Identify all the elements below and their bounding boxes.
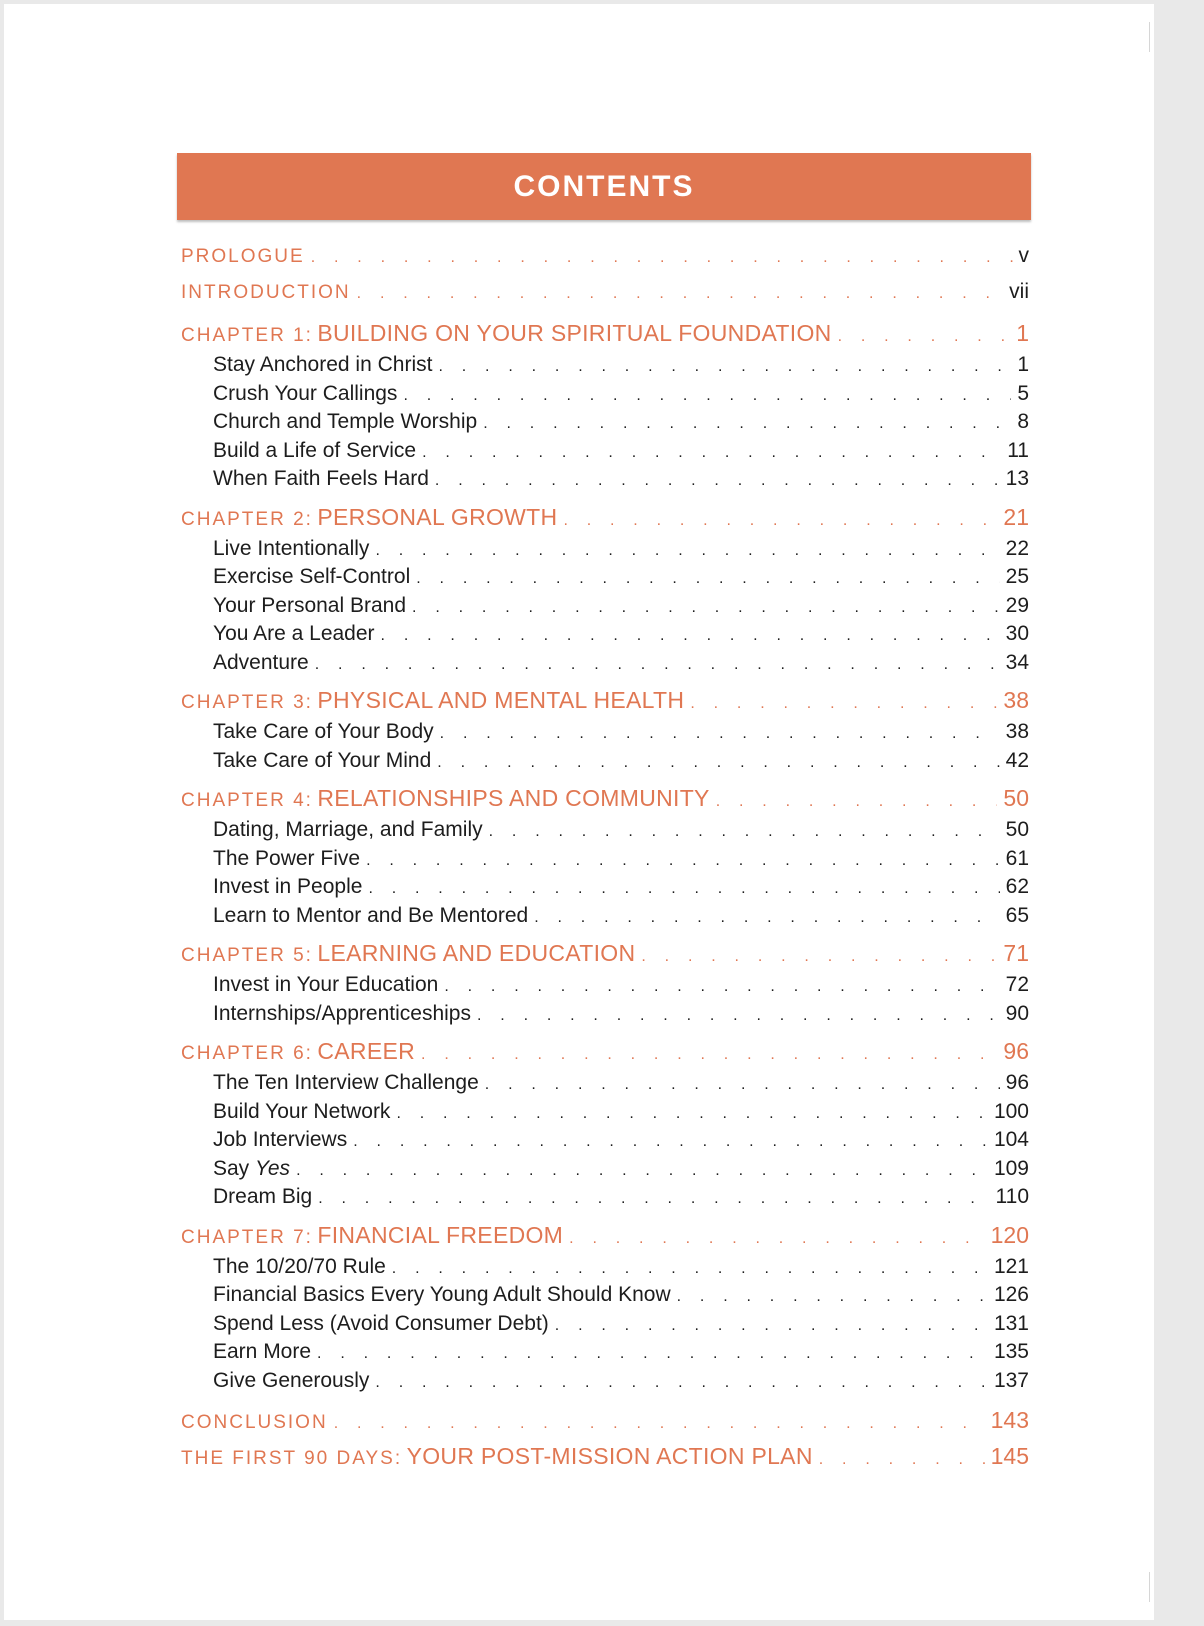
dot-leader [677, 1288, 988, 1306]
dot-leader [311, 249, 1013, 267]
chapter-heading[interactable] [181, 1222, 1029, 1255]
chapter-prefix: CHAPTER 3: [181, 692, 313, 713]
section-entry[interactable] [181, 1340, 1029, 1369]
chapter-title: CAREER [317, 1038, 416, 1064]
dot-leader [534, 909, 999, 927]
dot-leader [485, 1076, 1000, 1094]
entry-label: PROLOGUE [181, 246, 305, 267]
section-entry[interactable] [181, 565, 1029, 594]
chapter-heading[interactable] [181, 785, 1029, 818]
chapter-prefix: CHAPTER 7: [181, 1226, 313, 1248]
page-number: 137 [993, 1368, 1029, 1392]
section-entry[interactable] [181, 1185, 1029, 1214]
dot-leader [440, 725, 1000, 743]
section-title: Dream Big [213, 1185, 313, 1208]
dot-leader [421, 1046, 997, 1064]
section-title: Invest in Your Education [213, 973, 439, 996]
page-number: 109 [993, 1156, 1029, 1180]
section-title: The Ten Interview Challenge [213, 1071, 479, 1094]
page-number: 11 [1007, 438, 1029, 462]
toc-entry-first-90-days[interactable] [181, 1443, 1029, 1476]
page-number: 121 [993, 1254, 1029, 1278]
section-entry[interactable] [181, 973, 1029, 1002]
section-title: Spend Less (Avoid Consumer Debt) [213, 1311, 549, 1335]
chapter-heading[interactable] [181, 687, 1029, 720]
section-title: Crush Your Callings [213, 381, 398, 405]
page-number: 50 [1005, 818, 1029, 841]
section-title: Earn More [213, 1340, 312, 1363]
page-number: 72 [1005, 973, 1029, 996]
section-title: The Power Five [213, 846, 361, 870]
dot-leader [416, 570, 999, 588]
section-entry[interactable] [181, 1100, 1029, 1129]
book-page [4, 4, 1154, 1620]
page-number: 22 [1005, 536, 1029, 560]
dot-leader [437, 754, 999, 772]
dot-leader [641, 948, 997, 966]
section-entry[interactable] [181, 410, 1029, 439]
page-number: 38 [1003, 687, 1029, 713]
page-number: 96 [1005, 1071, 1029, 1094]
page-number: 96 [1003, 1038, 1029, 1064]
page-number: 100 [993, 1099, 1029, 1123]
section-title: Take Care of Your Body [213, 720, 434, 743]
chapter-title: PERSONAL GROWTH [317, 503, 558, 530]
dot-leader [444, 978, 999, 996]
section-entry[interactable] [181, 467, 1029, 496]
section-entry[interactable] [181, 651, 1029, 680]
dot-leader [422, 444, 1001, 462]
chapter-title: PHYSICAL AND MENTAL HEALTH [317, 687, 685, 713]
section-title: Learn to Mentor and Be Mentored [213, 903, 529, 927]
section-entry[interactable] [181, 353, 1029, 382]
section-entry[interactable] [181, 1002, 1029, 1031]
entry-prefix: THE FIRST 90 DAYS: [181, 1448, 403, 1469]
chapter-heading[interactable] [181, 1038, 1029, 1071]
page-number: 38 [1005, 720, 1029, 743]
section-entry[interactable] [181, 594, 1029, 623]
dot-leader [396, 1105, 988, 1123]
page-number: 110 [995, 1185, 1029, 1208]
dot-leader [819, 1451, 985, 1469]
section-title: Exercise Self-Control [213, 565, 411, 588]
table-of-contents [181, 244, 1029, 1476]
section-entry[interactable] [181, 1071, 1029, 1100]
chapter-title: RELATIONSHIPS AND COMMUNITY [317, 785, 710, 811]
dot-leader [555, 1317, 988, 1335]
section-entry[interactable] [181, 875, 1029, 904]
dot-leader [489, 823, 1000, 841]
section-title: Church and Temple Worship [213, 410, 478, 433]
section-title: Build Your Network [213, 1099, 391, 1123]
page-number: 21 [1003, 503, 1029, 530]
chapter-list [181, 320, 1029, 1397]
chapter-prefix: CHAPTER 4: [181, 790, 313, 811]
dot-leader [366, 852, 1000, 870]
dot-leader [318, 1190, 989, 1208]
dot-leader [563, 512, 997, 530]
chapter-prefix: CHAPTER 5: [181, 945, 313, 966]
section-title: Financial Basics Every Young Adult Should Know [213, 1283, 671, 1306]
dot-leader [483, 415, 1011, 433]
page-number: 13 [1005, 467, 1029, 490]
chapter-prefix: CHAPTER 1: [181, 325, 313, 346]
page-number: 135 [993, 1340, 1029, 1363]
chapter-heading[interactable] [181, 320, 1029, 353]
page-number: 65 [1005, 903, 1029, 927]
dot-leader [375, 542, 999, 560]
section-title: Invest in People [213, 875, 363, 898]
dot-leader [477, 1007, 1000, 1025]
dot-leader [438, 358, 1011, 376]
dot-leader [357, 285, 1004, 303]
dot-leader [838, 328, 1011, 346]
page-number: 145 [990, 1443, 1029, 1469]
page-number: 50 [1003, 785, 1029, 811]
section-entry[interactable] [181, 622, 1029, 651]
page-number: 61 [1005, 846, 1029, 870]
section-entry[interactable] [181, 1157, 1029, 1186]
chapter-heading[interactable] [181, 940, 1029, 973]
page-number: 8 [1017, 410, 1029, 433]
section-title: Say Yes [213, 1156, 291, 1180]
page-number: 90 [1005, 1001, 1029, 1025]
entry-title: YOUR POST-MISSION ACTION PLAN [406, 1443, 813, 1469]
entry-label: CONCLUSION [181, 1412, 328, 1433]
dot-leader [403, 387, 1011, 405]
section-entry[interactable] [181, 537, 1029, 566]
section-title: Live Intentionally [213, 536, 370, 560]
dot-leader [368, 880, 999, 898]
entry-label: INTRODUCTION [181, 282, 351, 303]
contents-banner [177, 153, 1031, 220]
dot-leader [392, 1260, 988, 1278]
section-title: The 10/20/70 Rule [213, 1254, 386, 1278]
dot-leader [353, 1133, 988, 1151]
page-number: 120 [990, 1221, 1029, 1248]
page-title: CONTENTS [513, 169, 695, 203]
chapter-prefix: CHAPTER 6: [181, 1043, 313, 1064]
dot-leader [317, 1345, 988, 1363]
page-number: 29 [1005, 593, 1029, 617]
page-number: 5 [1017, 381, 1029, 405]
page-number: 143 [990, 1407, 1029, 1433]
page-number: 42 [1005, 748, 1029, 772]
page-number: 131 [993, 1311, 1029, 1335]
section-entry[interactable] [181, 1312, 1029, 1341]
dot-leader [381, 627, 1000, 645]
toc-entry-conclusion[interactable] [181, 1407, 1029, 1443]
chapter-heading[interactable] [181, 504, 1029, 537]
section-title: Dating, Marriage, and Family [213, 818, 483, 841]
section-title: Give Generously [213, 1368, 370, 1392]
dot-leader [716, 793, 998, 811]
section-entry[interactable] [181, 439, 1029, 468]
section-entry[interactable] [181, 1128, 1029, 1157]
dot-leader [435, 472, 1000, 490]
page-number: 34 [1005, 650, 1029, 674]
section-title: When Faith Feels Hard [213, 467, 429, 490]
section-entry[interactable] [181, 382, 1029, 411]
chapter-title: LEARNING AND EDUCATION [317, 940, 636, 966]
dot-leader [690, 695, 997, 713]
dot-leader [412, 599, 1000, 617]
section-title: Stay Anchored in Christ [213, 353, 433, 376]
section-title: Adventure [213, 650, 309, 674]
dot-leader [375, 1374, 988, 1392]
section-title: Build a Life of Service [213, 438, 417, 462]
page-number: 71 [1003, 940, 1029, 966]
dot-leader [334, 1415, 985, 1433]
page-number: 104 [993, 1128, 1029, 1151]
page-number: 126 [993, 1283, 1029, 1306]
page-number: 25 [1005, 565, 1029, 588]
section-entry[interactable] [181, 1255, 1029, 1284]
section-title: You Are a Leader [213, 622, 375, 645]
chapter-title: BUILDING ON YOUR SPIRITUAL FOUNDATION [317, 320, 832, 346]
section-entry[interactable] [181, 720, 1029, 749]
crop-mark [1149, 1572, 1150, 1602]
page-number: vii [1009, 280, 1029, 303]
chapter-prefix: CHAPTER 2: [181, 508, 313, 530]
dot-leader [315, 656, 1000, 674]
page-number: 62 [1005, 875, 1029, 898]
section-entry[interactable] [181, 904, 1029, 933]
toc-entry-prologue[interactable] [181, 244, 1029, 280]
section-entry[interactable] [181, 1283, 1029, 1312]
section-entry[interactable] [181, 749, 1029, 778]
toc-entry-introduction[interactable] [181, 280, 1029, 320]
section-title: Take Care of Your Mind [213, 748, 432, 772]
section-title: Job Interviews [213, 1128, 348, 1151]
dot-leader [296, 1162, 988, 1180]
section-entry[interactable] [181, 818, 1029, 847]
page-number: 30 [1005, 622, 1029, 645]
section-title: Your Personal Brand [213, 593, 407, 617]
section-entry[interactable] [181, 1369, 1029, 1398]
dot-leader [569, 1230, 984, 1248]
section-entry[interactable] [181, 847, 1029, 876]
page-number: 1 [1017, 353, 1029, 376]
chapter-title: FINANCIAL FREEDOM [317, 1221, 564, 1248]
page-number: v [1018, 244, 1029, 267]
page-number: 1 [1016, 320, 1029, 346]
crop-mark [1149, 22, 1150, 52]
section-title: Internships/Apprenticeships [213, 1001, 471, 1025]
